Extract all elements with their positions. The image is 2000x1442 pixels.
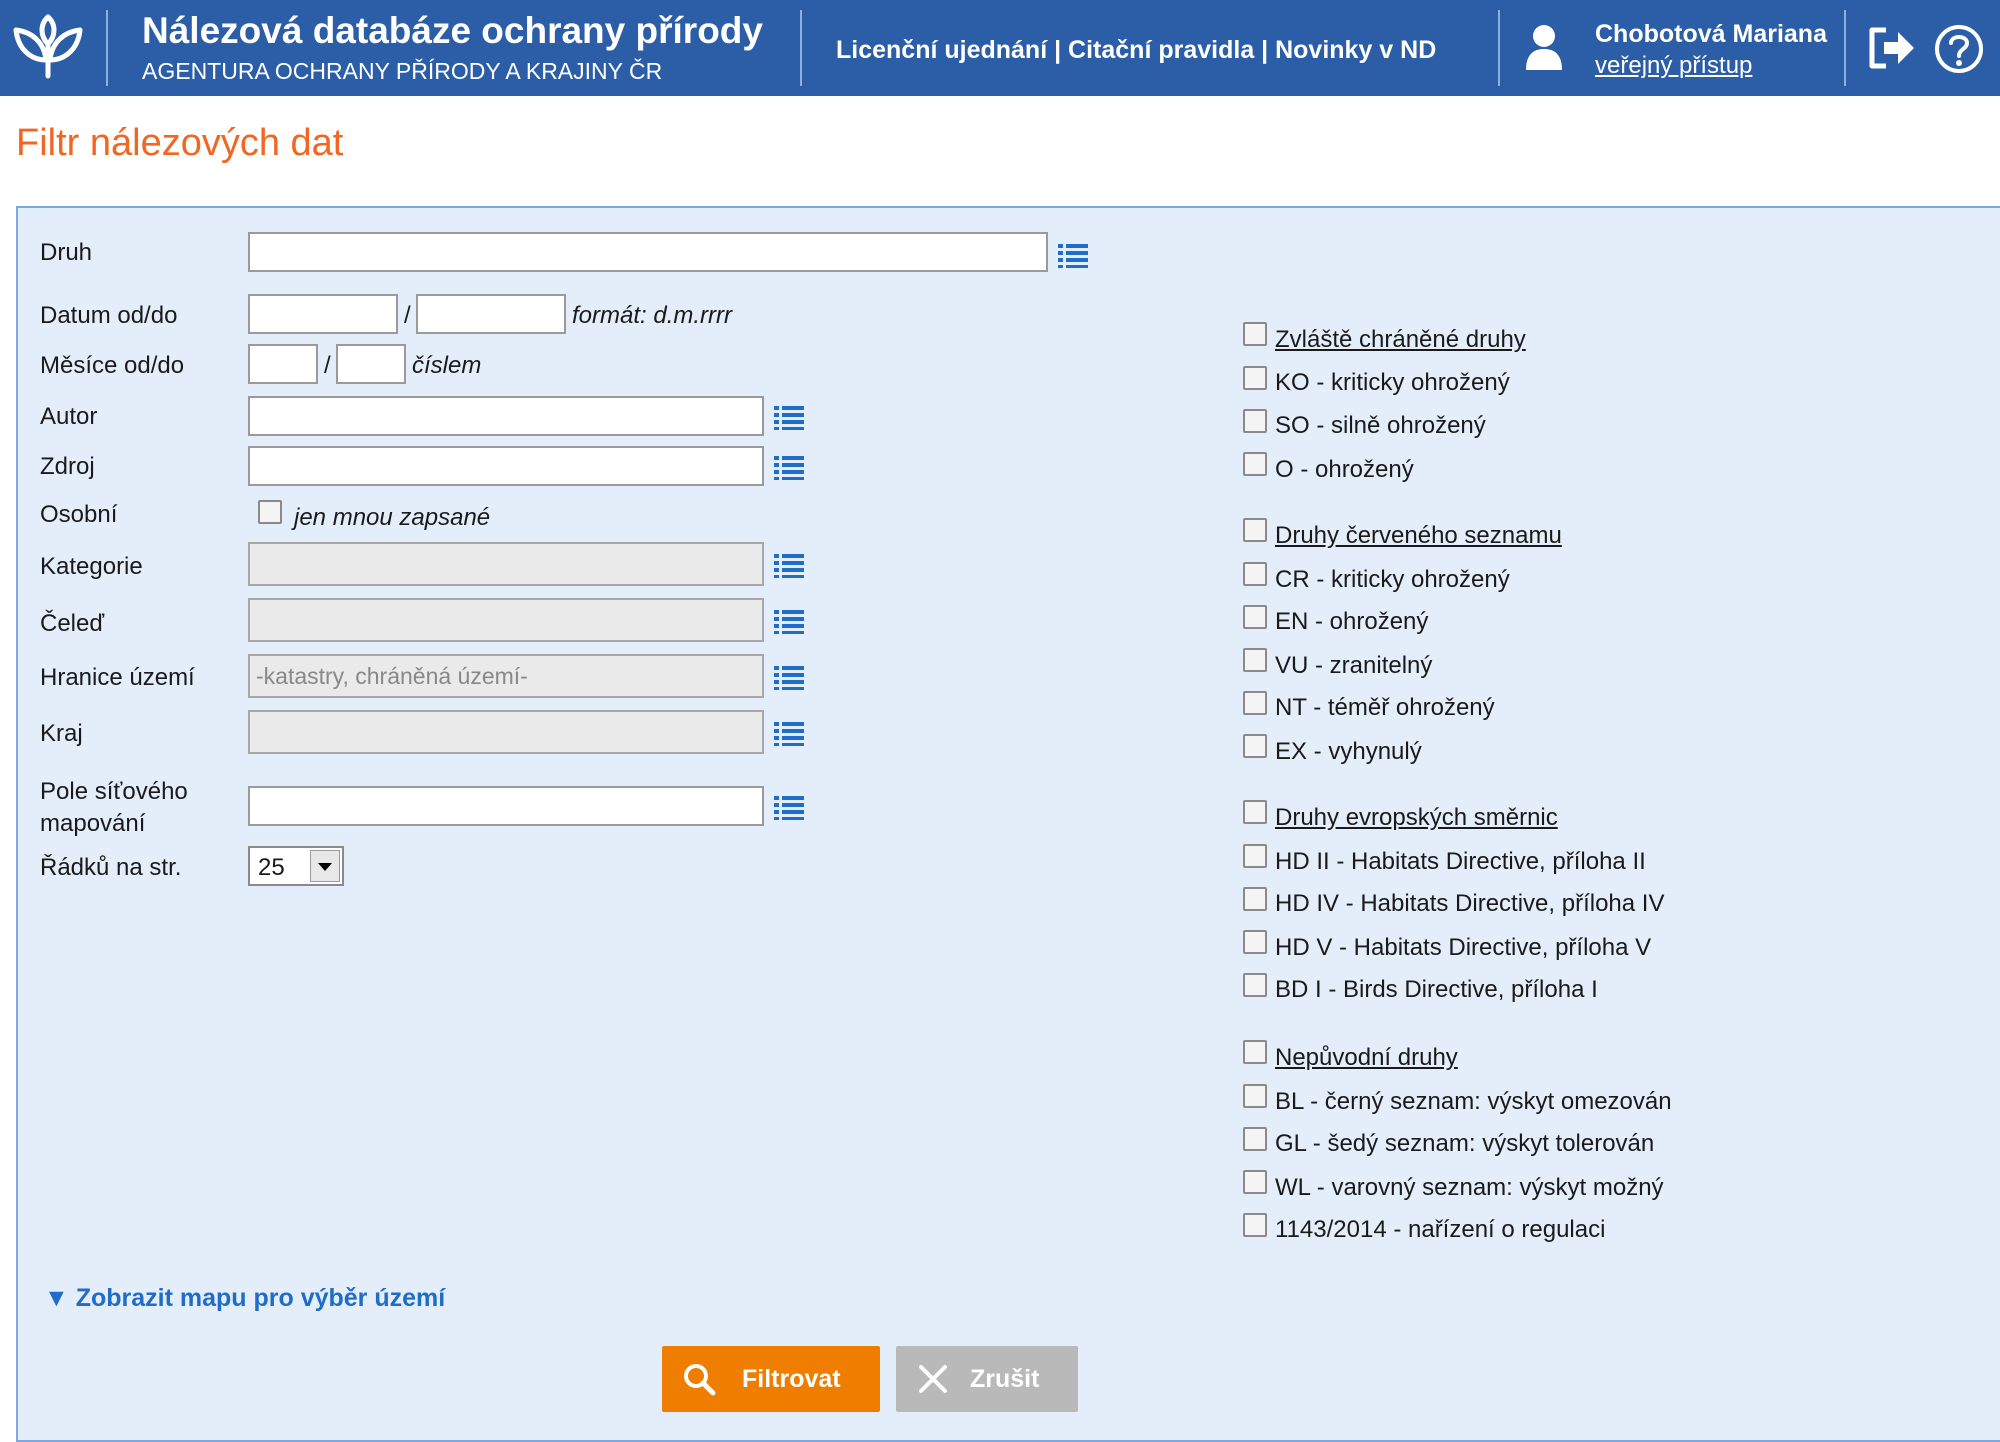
hd-ii-checkbox[interactable] [1243,844,1267,868]
cr-checkbox[interactable] [1243,562,1267,586]
protected-group-checkbox[interactable] [1243,322,1267,346]
citation-link[interactable]: Citační pravidla [1068,36,1255,64]
mesice-label: Měsíce od/do [40,352,185,379]
rows-per-page-value: 25 [258,854,285,881]
vu-label: VU - zranitelný [1275,652,1433,679]
gl-checkbox[interactable] [1243,1127,1267,1151]
regulation-checkbox[interactable] [1243,1213,1267,1237]
header-divider [800,10,802,86]
celed-label: Čeleď [40,610,105,637]
o-label: O - ohrožený [1275,456,1414,483]
grid-mapping-input[interactable] [248,786,764,826]
month-separator: / [324,352,331,379]
hranice-label: Hranice území [40,664,195,691]
access-level-link[interactable]: veřejný přístup [1595,52,1753,79]
cancel-button[interactable] [896,1346,1078,1412]
list-icon[interactable] [774,404,804,430]
cr-label: CR - kriticky ohrožený [1275,566,1510,593]
ko-label: KO - kriticky ohrožený [1275,369,1510,396]
dropdown-button[interactable] [310,850,340,882]
date-format-hint: formát: d.m.rrrr [572,302,732,329]
vu-checkbox[interactable] [1243,648,1267,672]
app-title[interactable]: Nálezová databáze ochrany přírody [142,10,763,51]
en-label: EN - ohrožený [1275,608,1429,635]
druh-label: Druh [40,239,93,266]
hd-ii-label: HD II - Habitats Directive, příloha II [1275,848,1646,875]
autor-input[interactable] [248,396,764,436]
kategorie-input[interactable] [248,542,764,586]
help-icon[interactable] [1934,24,1984,74]
bd-i-label: BD I - Birds Directive, příloha I [1275,976,1598,1003]
close-icon [916,1362,950,1396]
cancel-button-label: Zrušit [970,1365,1040,1393]
ex-label: EX - vyhynulý [1275,738,1422,765]
so-checkbox[interactable] [1243,409,1267,433]
kraj-input[interactable] [248,710,764,754]
user-name: Chobotová Mariana [1595,20,1827,48]
list-icon[interactable] [774,608,804,634]
protected-group-title[interactable]: Zvláště chráněné druhy [1275,326,1526,353]
datum-label: Datum od/do [40,302,178,329]
red-list-group-title[interactable]: Druhy červeného seznamu [1275,522,1562,549]
eu-group-checkbox[interactable] [1243,800,1267,824]
chevron-down-icon [311,851,339,881]
filter-button-label: Filtrovat [742,1365,841,1393]
ex-checkbox[interactable] [1243,734,1267,758]
list-icon[interactable] [774,794,804,820]
list-icon[interactable] [774,720,804,746]
osobni-label: Osobní [40,501,118,528]
only-mine-checkbox[interactable] [258,500,282,524]
list-icon[interactable] [774,552,804,578]
hd-v-label: HD V - Habitats Directive, příloha V [1275,934,1652,961]
hd-v-checkbox[interactable] [1243,930,1267,954]
grid-mapping-label-line1: Pole síťového [40,778,188,805]
rows-per-page-select[interactable] [248,846,344,886]
ko-checkbox[interactable] [1243,366,1267,390]
so-label: SO - silně ohrožený [1275,412,1486,439]
rows-per-page-label: Řádků na str. [40,854,182,881]
month-hint: číslem [412,352,482,379]
druh-input[interactable] [248,232,1048,272]
list-icon[interactable] [1058,242,1088,268]
link-separator: | [1047,36,1069,64]
date-separator: / [404,302,411,329]
month-to-input[interactable] [336,344,406,384]
en-checkbox[interactable] [1243,605,1267,629]
app-subtitle: AGENTURA OCHRANY PŘÍRODY A KRAJINY ČR [142,58,663,84]
zdroj-input[interactable] [248,446,764,486]
only-mine-label: jen mnou zapsané [294,504,491,531]
o-checkbox[interactable] [1243,452,1267,476]
bl-label: BL - černý seznam: výskyt omezován [1275,1088,1672,1115]
header-divider [1498,10,1500,86]
news-link[interactable]: Novinky v ND [1275,36,1437,64]
header-divider [1844,10,1846,86]
nt-label: NT - téměř ohrožený [1275,694,1495,721]
header-divider [106,10,108,86]
non-native-group-title[interactable]: Nepůvodní druhy [1275,1044,1458,1071]
nt-checkbox[interactable] [1243,691,1267,715]
celed-input[interactable] [248,598,764,642]
red-list-group-checkbox[interactable] [1243,518,1267,542]
wl-checkbox[interactable] [1243,1170,1267,1194]
zdroj-label: Zdroj [40,453,95,480]
logout-icon[interactable] [1866,24,1918,72]
wl-label: WL - varovný seznam: výskyt možný [1275,1174,1664,1201]
leaf-logo-icon[interactable] [12,14,84,80]
hranice-input[interactable] [248,654,764,698]
top-header [0,0,2000,96]
header-links [836,36,1436,65]
gl-label: GL - šedý seznam: výskyt tolerován [1275,1130,1655,1157]
regulation-label: 1143/2014 - nařízení o regulaci [1275,1216,1606,1243]
hd-iv-checkbox[interactable] [1243,887,1267,911]
bd-i-checkbox[interactable] [1243,973,1267,997]
show-map-toggle[interactable]: ▼ Zobrazit mapu pro výběr území [44,1284,446,1312]
search-icon [682,1362,716,1396]
eu-group-title[interactable]: Druhy evropských směrnic [1275,804,1558,831]
list-icon[interactable] [774,664,804,690]
bl-checkbox[interactable] [1243,1084,1267,1108]
hd-iv-label: HD IV - Habitats Directive, příloha IV [1275,890,1665,917]
list-icon[interactable] [774,454,804,480]
date-from-input[interactable] [248,294,398,334]
kraj-label: Kraj [40,720,83,747]
filter-button[interactable] [662,1346,880,1412]
autor-label: Autor [40,403,98,430]
link-separator: | [1254,36,1276,64]
non-native-group-checkbox[interactable] [1243,1040,1267,1064]
grid-mapping-label-line2: mapování [40,810,146,837]
page-title: Filtr nálezových dat [16,122,344,164]
license-link[interactable]: Licenční ujednání [836,36,1048,64]
user-icon [1524,24,1564,72]
kategorie-label: Kategorie [40,553,143,580]
date-to-input[interactable] [416,294,566,334]
month-from-input[interactable] [248,344,318,384]
